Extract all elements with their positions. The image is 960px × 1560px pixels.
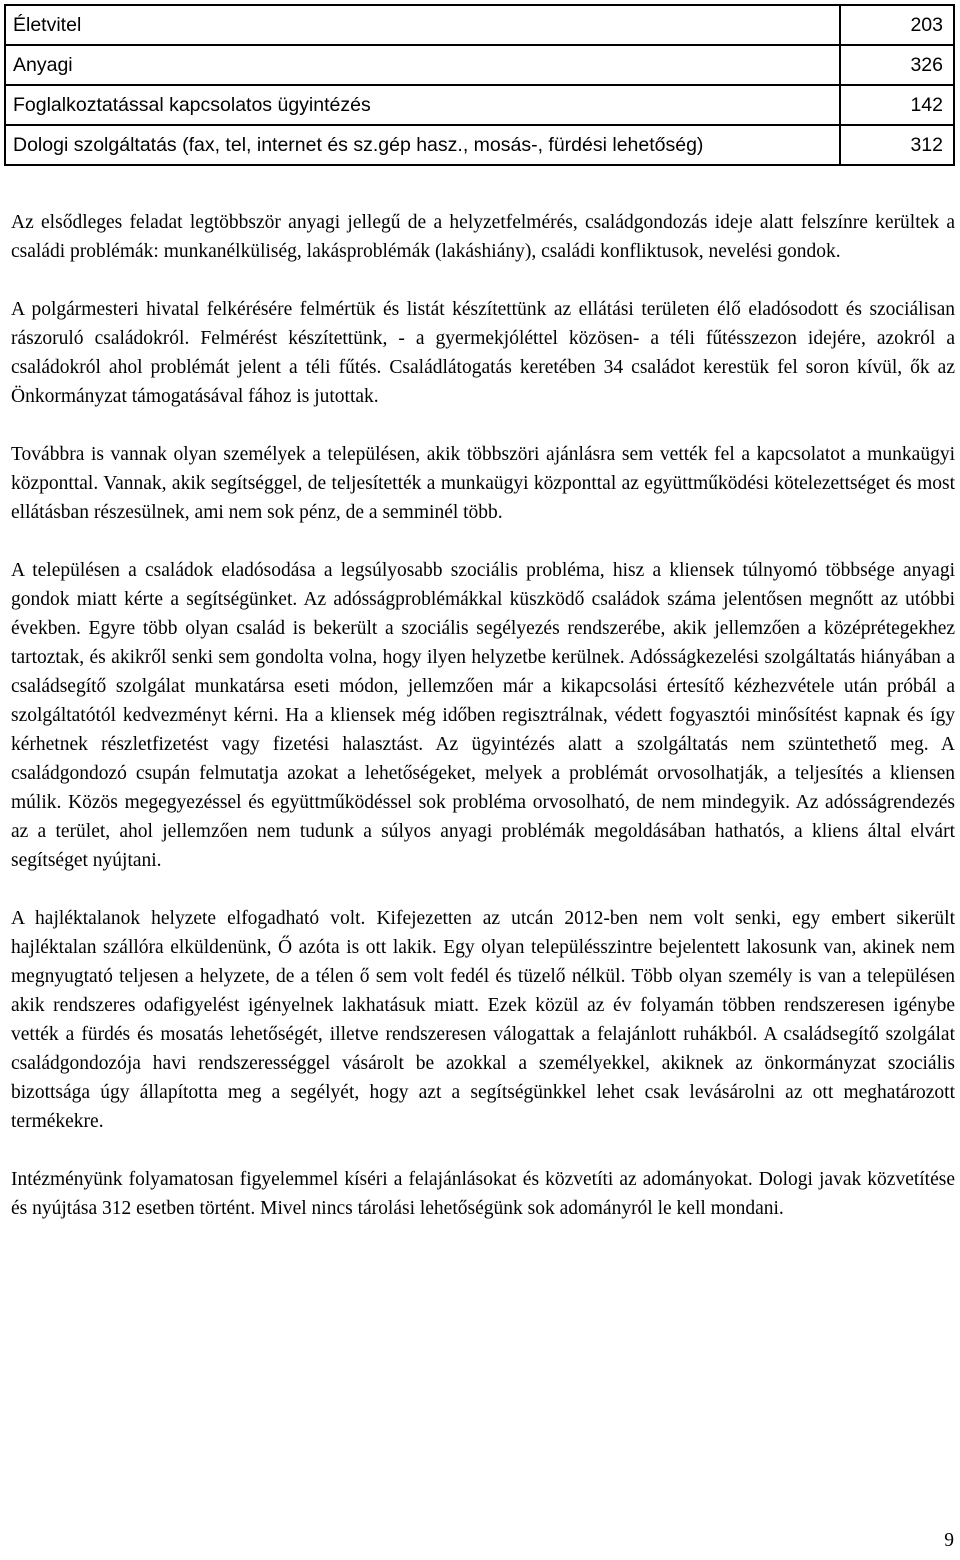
statistics-table	[4, 4, 955, 166]
row-value: 203	[840, 5, 954, 45]
table-row	[5, 45, 954, 85]
paragraph-employment: Továbbra is vannak olyan személyek a településen, akik többszöri ajánlásra sem vették fel a kapcsolatot a munkaügyi központtal. Vannak, akik segítséggel, de teljesítették a munkaügyi központtal az együttműködési kötelezettséget és most ellátásban részesülnek, ami nem sok pénz, de a semminél több.	[11, 444, 955, 523]
row-value: 142	[840, 85, 954, 125]
row-label: Életvitel	[5, 5, 840, 45]
paragraph-problems: Az elsődleges feladat legtöbbször anyagi jellegű de a helyzetfelmérés, családgondozás ideje alatt felszínre kerültek a családi problémák: munkanélküliség, lakásproblémák (lakáshiány), családi konfliktusok, nevelési gondok.	[11, 212, 955, 262]
row-label: Foglalkoztatással kapcsolatos ügyintézés	[5, 85, 840, 125]
paragraph-debt: A településen a családok eladósodása a legsúlyosabb szociális probléma, hisz a kliensek túlnyomó többsége anyagi gondok miatt kérte a segítségünket. Az adósságproblémákkal küszködő családok száma jelentősen megnőtt az utóbbi években. Egyre több olyan család is bekerült a szociális segélyezés rendszerébe, akik jellemzően a középrétegekhez tartoztak, és akikről senki sem gondolta volna, hogy ilyen helyzetbe kerülnek. Adósságkezelési szolgáltatás hiányában a családsegítő szolgálat munkatársa eseti módon, jellemzően már a kikapcsolási értesítő kézhezvétele után próbál a szolgáltatótól kedvezményt kérni. Ha a kliensek még időben regisztrálnak, védett fogyasztói minősítést kapnak és így kérhetnek részletfizetést vagy fizetési halasztást. Az ügyintézés alatt a szolgáltatás nem szüntethető meg. A családgondozó csupán felmutatja azokat a lehetőségeket, melyek a problémát orvosolhatják, a teljesítés a kliensen múlik. Közös megegyezéssel és együttműködéssel sok probléma orvosolható, de nem mindegyik. Az adósságrendezés az a terület, ahol jellemzően nem tudunk a súlyos anyagi problémák megoldásában hathatós, a kliens által elvárt segítséget nyújtani.	[11, 560, 955, 871]
row-value: 326	[840, 45, 954, 85]
page-number: 9	[944, 1530, 954, 1551]
paragraph-survey: A polgármesteri hivatal felkérésére felmértük és listát készítettünk az ellátási területen élő eladósodott és szociálisan rászoruló családokról. Felmérést készítettünk, - a gyermekjóléttel közösen- a téli fűtésszezon idejére, azokról a családokról ahol problémát jelent a téli fűtés. Családlátogatás keretében 34 családot kerestük fel soron kívül, ők az Önkormányzat támogatásával fához is jutottak.	[11, 299, 955, 407]
paragraph-homeless: A hajléktalanok helyzete elfogadható volt. Kifejezetten az utcán 2012-ben nem volt senki, egy embert sikerült hajléktalan szállóra elküldenünk, Ő azóta is ott lakik. Egy olyan településszintre bejelentett lakosunk van, akinek nem megnyugtató teljesen a helyzete, de a télen ő sem volt fedél és tüzelő nélkül. Több olyan személy is van a településen akik rendszeres odafigyelést igényelnek lakhatásuk miatt. Ezek közül az év folyamán többen rendszeresen igénybe vették a fürdés és mosatás lehetőségét, illetve rendszeresen válogattak a felajánlott ruhákból. A családsegítő szolgálat családgondozója havi rendszerességgel vásárolt be azokkal a személyekkel, akiknek az önkormányzat szociális bizottsága úgy állapította meg a segélyét, hogy azt a segítségünkkel lehet csak levásárolni az ott meghatározott termékekre.	[11, 908, 955, 1132]
row-label: Anyagi	[5, 45, 840, 85]
row-value: 312	[840, 125, 954, 165]
body-text	[11, 208, 955, 1252]
paragraph-donations: Intézményünk folyamatosan figyelemmel kíséri a felajánlásokat és közvetíti az adományokat. Dologi javak közvetítése és nyújtása 312 esetben történt. Mivel nincs tárolási lehetőségünk sok adományról le kell mondani.	[11, 1169, 955, 1219]
table-row	[5, 125, 954, 165]
table-row	[5, 85, 954, 125]
row-label: Dologi szolgáltatás (fax, tel, internet és sz.gép hasz., mosás-, fürdési lehetőség)	[5, 125, 840, 165]
table-row	[5, 5, 954, 45]
